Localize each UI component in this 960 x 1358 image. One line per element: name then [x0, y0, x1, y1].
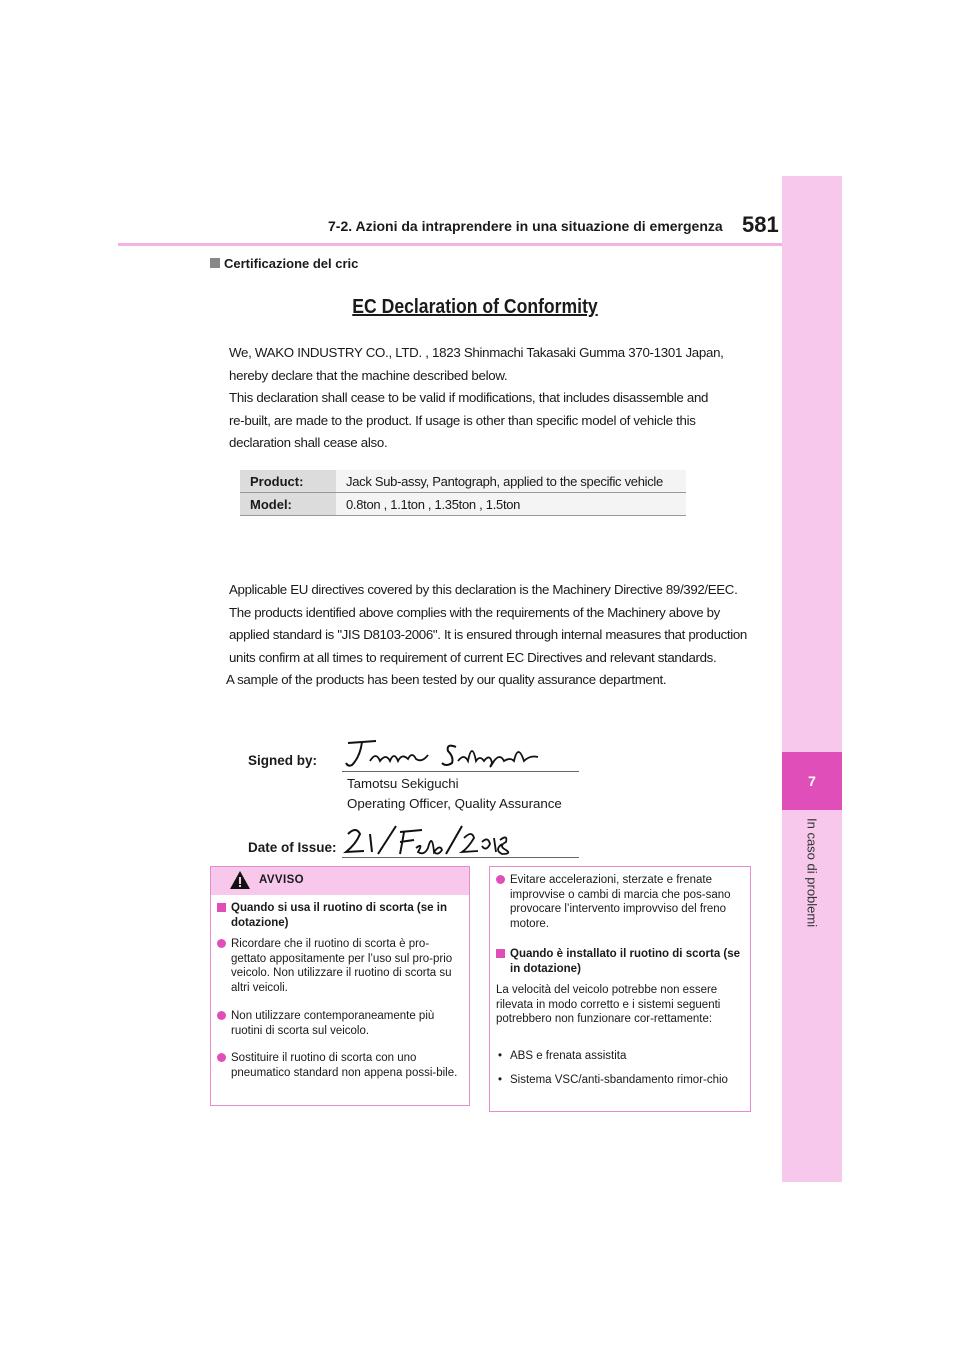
- section-title: [210, 256, 358, 271]
- product-row: [240, 470, 686, 493]
- signer-name: Tamotsu Sekiguchi: [347, 776, 459, 791]
- page-number: 581: [742, 212, 779, 237]
- warning-heading: AVVISO: [259, 874, 305, 886]
- signature-line: [342, 771, 579, 772]
- product-table: [240, 470, 686, 516]
- warning-bullet: [217, 937, 463, 995]
- chapter-title-vertical: [782, 818, 842, 968]
- handwritten-signature: [342, 733, 552, 773]
- warning-subheading-text: Quando si usa il ruotino di scorta (se in dotazione): [231, 902, 447, 929]
- declaration-intro: [229, 342, 749, 455]
- body-line: A sample of the products has been tested by our quality assurance department.: [226, 672, 667, 687]
- warning-list-item: [496, 1049, 626, 1064]
- warning-right-content: [496, 873, 742, 1105]
- chapter-number: 7: [782, 752, 842, 810]
- warning-bullet-text: Sostituire il ruotino di scorta con uno pneumatico standard non appena possi-bile.: [231, 1052, 458, 1079]
- intro-line: re-built, are made to the product. If usage is other than specific model of vehicle this: [229, 412, 696, 428]
- warning-list-text: Sistema VSC/anti-sbandamento rimor-chio: [510, 1074, 728, 1086]
- intro-line: This declaration shall cease to be valid if modifications, that includes disassemble and: [229, 390, 709, 405]
- round-bullet-icon: [496, 875, 505, 884]
- chapter-title-text: In caso di problemi: [804, 818, 820, 928]
- round-bullet-icon: [217, 1011, 226, 1020]
- warning-subheading-text: Quando è installato il ruotino di scorta (se in dotazione): [510, 948, 741, 975]
- date-line: [342, 857, 579, 858]
- intro-line: We, WAKO INDUSTRY CO., LTD. , 1823 Shinmachi Takasaki Gumma 370-1301 Japan,: [229, 345, 724, 360]
- handwritten-date: [342, 824, 512, 858]
- warning-bullet: [217, 1009, 463, 1038]
- body-line: applied standard is "JIS D8103-2006". It is ensured through internal measures that production: [229, 627, 747, 642]
- warning-bullet-text: Evitare accelerazioni, sterzate e frenate improvvise o cambi di marcia che pos-sano provocare l’intervento improvviso del freno motore.: [510, 874, 731, 930]
- model-row: [240, 493, 686, 516]
- chapter-heading: 7-2. Azioni da intraprendere in una situazione di emergenza: [328, 218, 723, 234]
- round-bullet-icon: [217, 939, 226, 948]
- dot-bullet-icon: •: [498, 1074, 503, 1086]
- section-title-text: Certificazione del cric: [224, 256, 359, 271]
- intro-line: declaration shall cease also.: [229, 435, 388, 450]
- chapter-side-tab: [782, 176, 842, 1182]
- model-value: 0.8ton , 1.1ton , 1.35ton , 1.5ton: [346, 497, 521, 512]
- warning-list-text: ABS e frenata assistita: [510, 1050, 627, 1062]
- signed-by-label: Signed by:: [248, 753, 318, 768]
- signer-title: Operating Officer, Quality Assurance: [347, 796, 562, 811]
- product-value: Jack Sub-assy, Pantograph, applied to the specific vehicle: [346, 474, 663, 489]
- intro-line: hereby declare that the machine described below.: [229, 367, 508, 383]
- dot-bullet-icon: •: [498, 1050, 503, 1062]
- warning-header: [211, 867, 469, 895]
- declaration-body: [226, 579, 759, 692]
- square-bullet-icon: [210, 258, 220, 268]
- date-of-issue-label: Date of Issue:: [248, 840, 337, 855]
- body-line: units confirm at all times to requirement of current EC Directives and relevant standards.: [229, 649, 717, 665]
- product-label: Product:: [250, 474, 304, 489]
- body-line: The products identified above complies with the requirements of the Machinery above by: [229, 604, 720, 620]
- warning-triangle-icon: [229, 870, 251, 890]
- warning-box-continued: [489, 866, 751, 1112]
- warning-list-item: [496, 1073, 728, 1088]
- warning-box: [210, 866, 470, 1106]
- warning-paragraph: La velocità del veicolo potrebbe non essere rilevata in modo corretto e i sistemi seguenti potrebbero non funzionare cor-rettamente:: [496, 984, 721, 1025]
- warning-bullet-text: Non utilizzare contemporaneamente più ruotini di scorta sul veicolo.: [231, 1010, 435, 1037]
- body-line: Applicable EU directives covered by this declaration is the Machinery Directive 89/392/EEC.: [229, 582, 738, 597]
- declaration-title: EC Declaration of Conformity: [352, 296, 598, 318]
- warning-left-content: [217, 901, 463, 1101]
- warning-bullet-text: Ricordare che il ruotino di scorta è pro-gettato appositamente per l’uso sul pro-prio veicolo. Non utilizzare il ruotino di scorta su altri veicoli.: [231, 938, 453, 994]
- square-bullet-icon: [496, 949, 505, 958]
- square-bullet-icon: [217, 903, 226, 912]
- model-label: Model:: [250, 497, 292, 512]
- round-bullet-icon: [217, 1053, 226, 1062]
- header-divider: [118, 243, 782, 246]
- warning-subheading: [496, 947, 742, 976]
- warning-subheading: [217, 901, 463, 930]
- warning-bullet: [217, 1051, 463, 1080]
- warning-bullet: [496, 873, 742, 931]
